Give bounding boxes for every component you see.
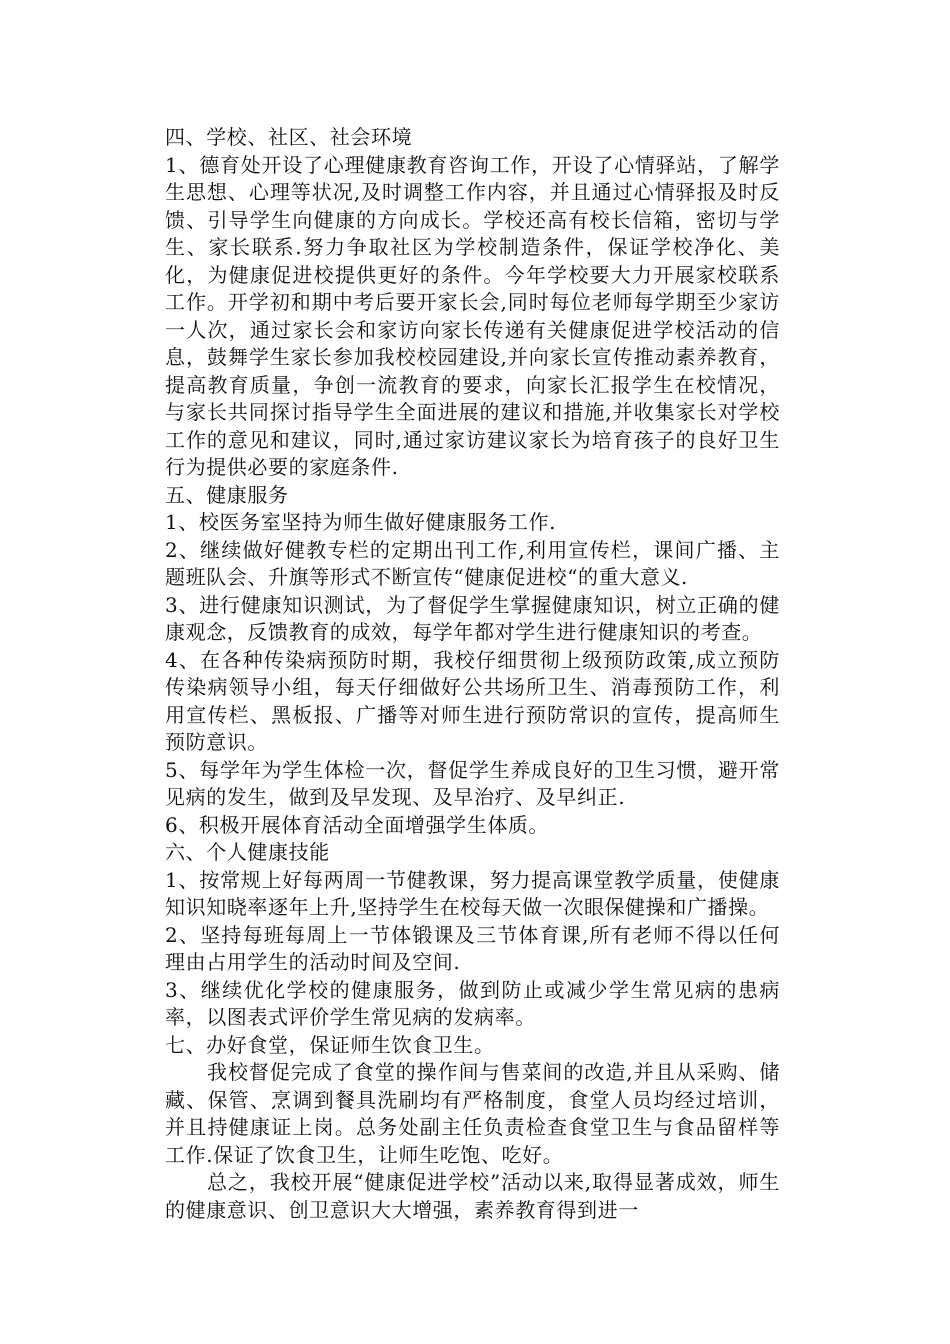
section-heading-4: 四、学校、社区、社会环境 <box>165 125 413 149</box>
section-heading-6: 六、个人健康技能 <box>165 840 330 864</box>
paragraph: 4、在各种传染病预防时期，我校仔细贯彻上级预防政策,成立预防传染病领导小组，每天仔细做好公共场所卫生、消毒预防工作，利用宣传栏、黑板报、广播等对师生进行预防常识的宣传，提高师生预防意识。 <box>165 647 780 754</box>
paragraph: 1、校医务室坚持为师生做好健康服务工作. <box>165 510 557 534</box>
paragraph: 3、继续优化学校的健康服务，做到防止或减少学生常见病的患病率，以图表式评价学生常见病的发病率。 <box>165 977 780 1029</box>
paragraph: 我校督促完成了食堂的操作间与售菜间的改造,并且从采购、储藏、保管、烹调到餐具洗刷均有严格制度，食堂人员均经过培训，并且持健康证上岗。总务处副主任负责检查食堂卫生与食品留样等工作.保证了饮食卫生，让师生吃饱、吃好。 <box>165 1060 780 1167</box>
document-body <box>165 124 780 1224</box>
paragraph: 1、德育处开设了心理健康教育咨询工作，开设了心情驿站，了解学生思想、心理等状况,及时调整工作内容，并且通过心情驿报及时反馈、引导学生向健康的方向成长。学校还高有校长信箱，密切与学生、家长联系.努力争取社区为学校制造条件，保证学校净化、美化，为健康促进校提供更好的条件。今年学校要大力开展家校联系工作。开学初和期中考后要开家长会,同时每位老师每学期至少家访一人次，通过家长会和家访向家长传递有关健康促进学校活动的信息，鼓舞学生家长参加我校校园建设,并向家长宣传推动素养教育，提高教育质量，争创一流教育的要求，向家长汇报学生在校情况，与家长共同探讨指导学生全面进展的建议和措施,并收集家长对学校工作的意见和建议，同时,通过家访建议家长为培育孩子的良好卫生行为提供必要的家庭条件. <box>165 152 780 479</box>
section-heading-7: 七、办好食堂，保证师生饮食卫生。 <box>165 1032 495 1057</box>
paragraph: 总之，我校开展“健康促进学校”活动以来,取得显著成效，师生的健康意识、创卫意识大大增强，素养教育得到进一 <box>165 1170 780 1222</box>
paragraph: 5、每学年为学生体检一次，督促学生养成良好的卫生习惯，避开常见病的发生，做到及早发现、及早治疗、及早纠正. <box>165 757 780 809</box>
paragraph: 1、按常规上好每两周一节健教课，努力提高课堂教学质量，使健康知识知晓率逐年上升,坚持学生在校每天做一次眼保健操和广播操。 <box>165 867 780 919</box>
paragraph: 6、积极开展体育活动全面增强学生体质。 <box>165 812 550 837</box>
paragraph: 3、进行健康知识测试，为了督促学生掌握健康知识，树立正确的健康观念，反馈教育的成效，每学年都对学生进行健康知识的考查。 <box>165 592 780 644</box>
paragraph: 2、继续做好健教专栏的定期出刊工作,利用宣传栏，课间广播、主题班队会、升旗等形式不断宣传“健康促进校“的重大意义. <box>165 537 780 589</box>
section-heading-5: 五、健康服务 <box>165 482 289 507</box>
paragraph: 2、坚持每班每周上一节体锻课及三节体育课,所有老师不得以任何理由占用学生的活动时间及空间. <box>165 922 780 974</box>
